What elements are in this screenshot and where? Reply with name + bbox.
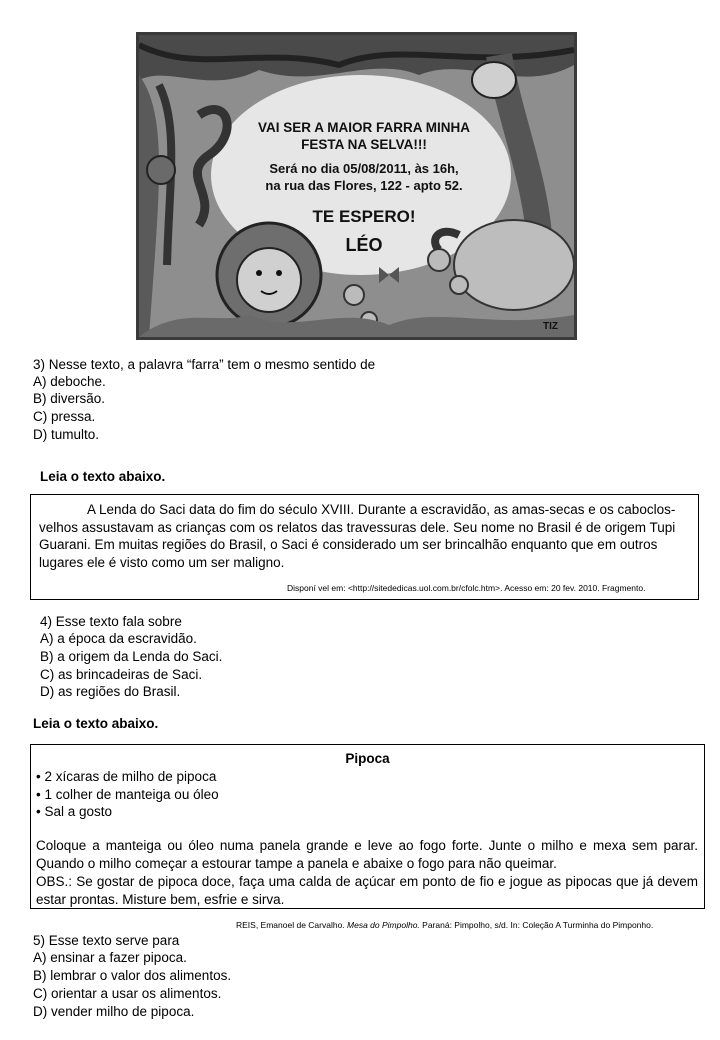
recipe-source bbox=[236, 920, 653, 930]
ingredient-item: • Sal a gosto bbox=[36, 804, 113, 819]
q5-option-d: D) vender milho de pipoca. bbox=[33, 1004, 195, 1019]
recipe-obs: OBS.: Se gostar de pipoca doce, faça uma calda de açúcar em ponto de fio e jogue as pipocas que já devem estar prontas. Misture bem, esfrie e sirva. bbox=[36, 874, 698, 907]
q3-option-b: B) diversão. bbox=[33, 391, 106, 406]
invitation-detail-1: Será no dia 05/08/2011, às 16h, bbox=[269, 161, 459, 176]
recipe-source-book: Mesa do Pimpolho. bbox=[347, 920, 420, 930]
q5-option-c: C) orientar a usar os alimentos. bbox=[33, 986, 222, 1001]
recipe-box bbox=[30, 744, 705, 909]
q5-option-a: A) ensinar a fazer pipoca. bbox=[33, 950, 187, 965]
invitation-detail-2: na rua das Flores, 122 - apto 52. bbox=[265, 178, 463, 193]
saci-text-box bbox=[30, 494, 699, 600]
q3-option-d: D) tumulto. bbox=[33, 427, 100, 442]
q4-option-a: A) a época da escravidão. bbox=[40, 631, 197, 646]
instruction-read-text-1: Leia o texto abaixo. bbox=[40, 469, 166, 484]
ingredient-item: • 1 colher de manteiga ou óleo bbox=[36, 786, 219, 802]
q3-option-c: C) pressa. bbox=[33, 409, 96, 424]
q4-option-b: B) a origem da Lenda do Saci. bbox=[40, 649, 223, 664]
instruction-read-text-2: Leia o texto abaixo. bbox=[33, 716, 159, 731]
invitation-greeting: TE ESPERO! bbox=[312, 207, 416, 226]
ingredient-item: • 2 xícaras de milho de pipoca bbox=[36, 769, 217, 784]
q4-option-d: D) as regiões do Brasil. bbox=[40, 684, 181, 699]
recipe-title: Pipoca bbox=[345, 751, 390, 766]
saci-source: Disponí vel em: <http://sitededicas.uol.com.br/cfolc.htm>. Acesso em: 20 fev. 2010. Fragmento. bbox=[287, 583, 646, 593]
q5-option-b: B) lembrar o valor dos alimentos. bbox=[33, 968, 232, 983]
invitation-name: LÉO bbox=[345, 235, 383, 255]
recipe-source-author: REIS, Emanoel de Carvalho. bbox=[236, 920, 348, 930]
invitation-headline-1: VAI SER A MAIOR FARRA MINHA bbox=[258, 120, 470, 135]
q3-option-a: A) deboche. bbox=[33, 374, 106, 389]
q5-question: 5) Esse texto serve para bbox=[33, 933, 180, 948]
q3-question: 3) Nesse texto, a palavra “farra” tem o mesmo sentido de bbox=[33, 357, 376, 372]
saci-paragraph: A Lenda do Saci data do fim do século XVIII. Durante a escravidão, as amas-secas e os caboclos-velhos assustavam as crianças com os relatos das travessuras dele. Seu nome no Brasil é de origem Tupi Guarani. Em muitas regiões do Brasil, o Saci é considerado um ser brincalhão enquanto que em outros lugares ele é visto como um ser maligno. bbox=[39, 502, 676, 570]
jungle-party-invitation bbox=[136, 32, 577, 340]
q4-option-c: C) as brincadeiras de Saci. bbox=[40, 667, 203, 682]
q4-question: 4) Esse texto fala sobre bbox=[40, 614, 182, 629]
invitation-headline-2: FESTA NA SELVA!!! bbox=[301, 137, 427, 152]
recipe-source-rest: Paraná: Pimpolho, s/d. In: Coleção A Turminha do Pimponho. bbox=[419, 920, 654, 930]
recipe-method: Coloque a manteiga ou óleo numa panela grande e leve ao fogo forte. Junte o milho e mexa sem parar. Quando o milho começar a estourar tampe a panela e abaixe o fogo para não queimar. bbox=[36, 838, 698, 871]
artist-signature: TIZ bbox=[543, 321, 558, 332]
